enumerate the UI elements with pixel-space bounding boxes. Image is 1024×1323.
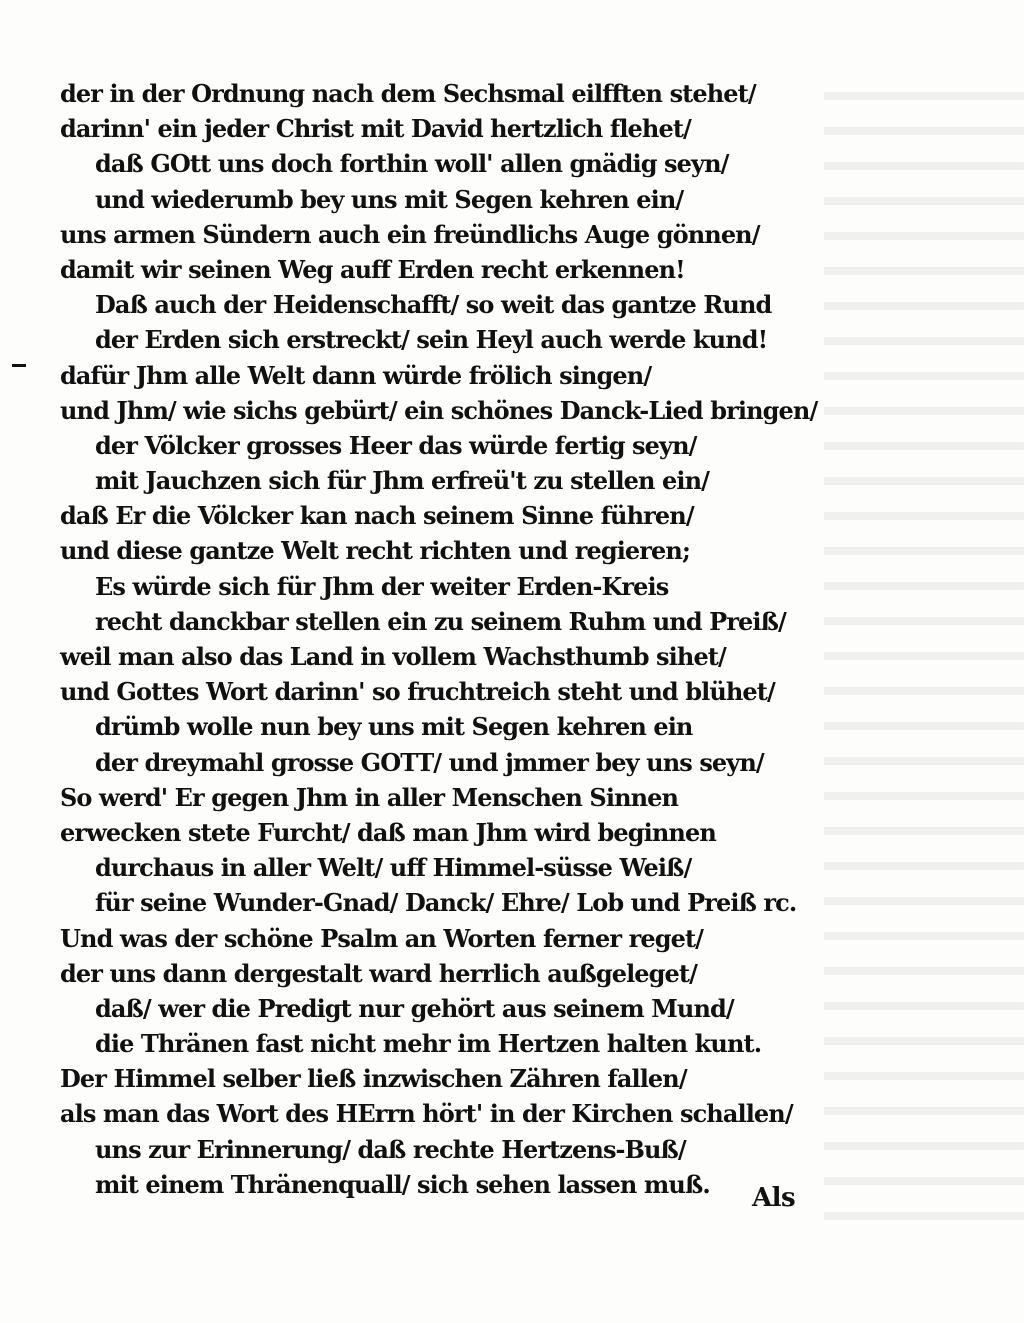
poem-line: uns zur Erinnerung/ daß rechte Hertzens-Buß/ [95, 1134, 686, 1164]
poem-line: Daß auch der Heidenschafft/ so weit das gantze Rund [95, 290, 772, 320]
poem-line: durchaus in aller Welt/ uff Himmel-süsse Weiß/ [95, 853, 692, 883]
poem-line: und Gottes Wort darinn' so fruchtreich steht und blühet/ [60, 677, 775, 707]
poem-line: der Erden sich erstreckt/ sein Heyl auch werde kund! [95, 325, 768, 355]
poem-line: Es würde sich für Jhm der weiter Erden-Kreis [95, 571, 669, 601]
poem-line: als man das Wort des HErrn hört' in der Kirchen schallen/ [60, 1099, 793, 1129]
poem-line: Der Himmel selber ließ inzwischen Zähren fallen/ [60, 1064, 687, 1094]
poem-line: erwecken stete Furcht/ daß man Jhm wird beginnen [60, 817, 716, 847]
poem-line: recht danckbar stellen ein zu seinem Ruhm und Preiß/ [95, 606, 786, 636]
poem-line: mit einem Thränenquall/ sich sehen lassen muß. [95, 1169, 710, 1199]
poem-line: der Völcker grosses Heer das würde fertig seyn/ [95, 430, 697, 460]
poem-line: und diese gantze Welt recht richten und regieren; [60, 536, 690, 566]
poem-line: uns armen Sündern auch ein freündlichs Auge gönnen/ [60, 219, 760, 249]
poem-line: der dreymahl grosse GOTT/ und jmmer bey uns seyn/ [95, 747, 764, 777]
poem-line: daß GOtt uns doch forthin woll' allen gnädig seyn/ [95, 149, 729, 179]
poem-line: der in der Ordnung nach dem Sechsmal eilfften stehet/ [60, 79, 756, 108]
poem-line: mit Jauchzen sich für Jhm erfreü't zu stellen ein/ [95, 466, 710, 496]
poem-line: und wiederumb bey uns mit Segen kehren ein/ [95, 184, 684, 214]
poem-line: daß Er die Völcker kan nach seinem Sinne führen/ [60, 501, 694, 531]
poem-line: Und was der schöne Psalm an Worten ferner reget/ [60, 923, 704, 953]
poem-line: für seine Wunder-Gnad/ Danck/ Ehre/ Lob und Preiß rc. [95, 888, 797, 918]
poem-line: So werd' Er gegen Jhm in aller Menschen Sinnen [60, 782, 679, 812]
catchword: Als [752, 1183, 796, 1213]
poem-line: dafür Jhm alle Welt dann würde frölich singen/ [60, 360, 652, 390]
poem-line: daß/ wer die Predigt nur gehört aus seinem Mund/ [95, 993, 734, 1023]
poem-text-block [0, 76, 1024, 1202]
poem-line: und Jhm/ wie sichs gebürt/ ein schönes Danck-Lied bringen/ [60, 395, 818, 425]
poem-line: der uns dann dergestalt ward herrlich außgeleget/ [60, 958, 697, 988]
poem-line: drümb wolle nun bey uns mit Segen kehren ein [95, 712, 693, 742]
poem-line: darinn' ein jeder Christ mit David hertzlich flehet/ [60, 114, 691, 144]
poem-line: die Thränen fast nicht mehr im Hertzen halten kunt. [95, 1029, 762, 1059]
poem-line: damit wir seinen Weg auff Erden recht erkennen! [60, 254, 685, 284]
poem-line: weil man also das Land in vollem Wachsthumb sihet/ [60, 642, 726, 671]
